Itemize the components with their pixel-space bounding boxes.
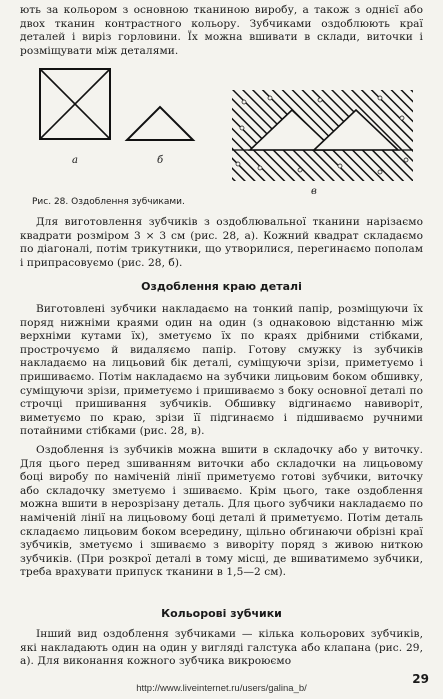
top-paragraph: ють за кольором з основною тканиною виробу, а також з однієї або двох тканин контрастного кольору. Зубчиками оздоблюють краї деталей і виріз горловини. Їх можна вшивати в склади, виточки і розміщувати між деталями. xyxy=(20,4,423,57)
figure-c-hatched-edge xyxy=(230,88,415,183)
figure-label-c: в xyxy=(311,186,317,197)
figure-b-triangle xyxy=(124,103,196,143)
page-number: 29 xyxy=(412,672,429,686)
paragraph-preparation: Для виготовлення зубчиків з оздоблювальної тканини нарізаємо квадрати розміром 3 × 3 см (рис. 28, а). Кожний квадрат складаємо по діагоналі, потім трикутники, що утворилися, перегинаємо пополам і припрасовуємо (рис. 28, б). xyxy=(20,216,423,269)
figure-a-square xyxy=(38,67,112,141)
figure-label-b: б xyxy=(157,155,164,166)
heading-edge-decoration: Оздоблення краю деталі xyxy=(141,280,302,293)
paragraph-edge-2: Оздоблення із зубчиків можна вшити в складочку або у виточку. Для цього перед зшиванням виточки або складочки на лицьовому боці виробу по наміченій лінії приметуємо готові зубчики, виточку або складочку зметуємо і зшиваємо. Крім цього, таке оздоблення можна вшити в нерозрізану деталь. Для цього зубчики накладаємо по наміченій лінії на лицьовому боці деталі й приметуємо. Потім деталь складаємо лицьовим боком всередину, щільно обгинаючи обрізні краї зубчиків, зметуємо і зшиваємо з виворіту поряд з живою ниткою зубчиків. (При розкрої деталі в тому місці, де вшиватимемо зубчики, треба врахувати припуск тканини в 1,5—2 см). xyxy=(20,444,423,579)
figure-label-a: а xyxy=(72,155,78,166)
paragraph-colored-teeth: Інший вид оздоблення зубчиками — кілька кольорових зубчиків, які накладають один на один у вигляді галстука або клапана (рис. 29, а). Для виконання кожного зубчика викроюємо xyxy=(20,628,423,668)
heading-colored-teeth: Кольорові зубчики xyxy=(161,607,282,620)
footer-url[interactable]: http://www.liveinternet.ru/users/galina_b/ xyxy=(136,683,307,694)
paragraph-edge-1: Виготовлені зубчики накладаємо на тонкий папір, розміщуючи їх поряд нижніми краями один на один (з однаковою відстанню між верхніми кутами їх), зметуємо їх по краях дрібними стібками, прострочуємо й видаляємо папір. Готову смужку із зубчиків накладаємо на лицьовий бік деталі, суміщуючи зрізи, приметуємо і пришиваємо. Потім накладаємо на зубчики лицьовим боком обшивку, суміщуючи зрізи, приметуємо і пришиваємо з боку основної деталі по строчці пришивання зубчиків. Обшивку відгинаємо навиворіт, виметуємо по краю, зрізи її підгинаємо і підшиваємо ручними потайними стібками (рис. 28, в). xyxy=(20,303,423,438)
figure-caption: Рис. 28. Оздоблення зубчиками. xyxy=(32,197,185,207)
